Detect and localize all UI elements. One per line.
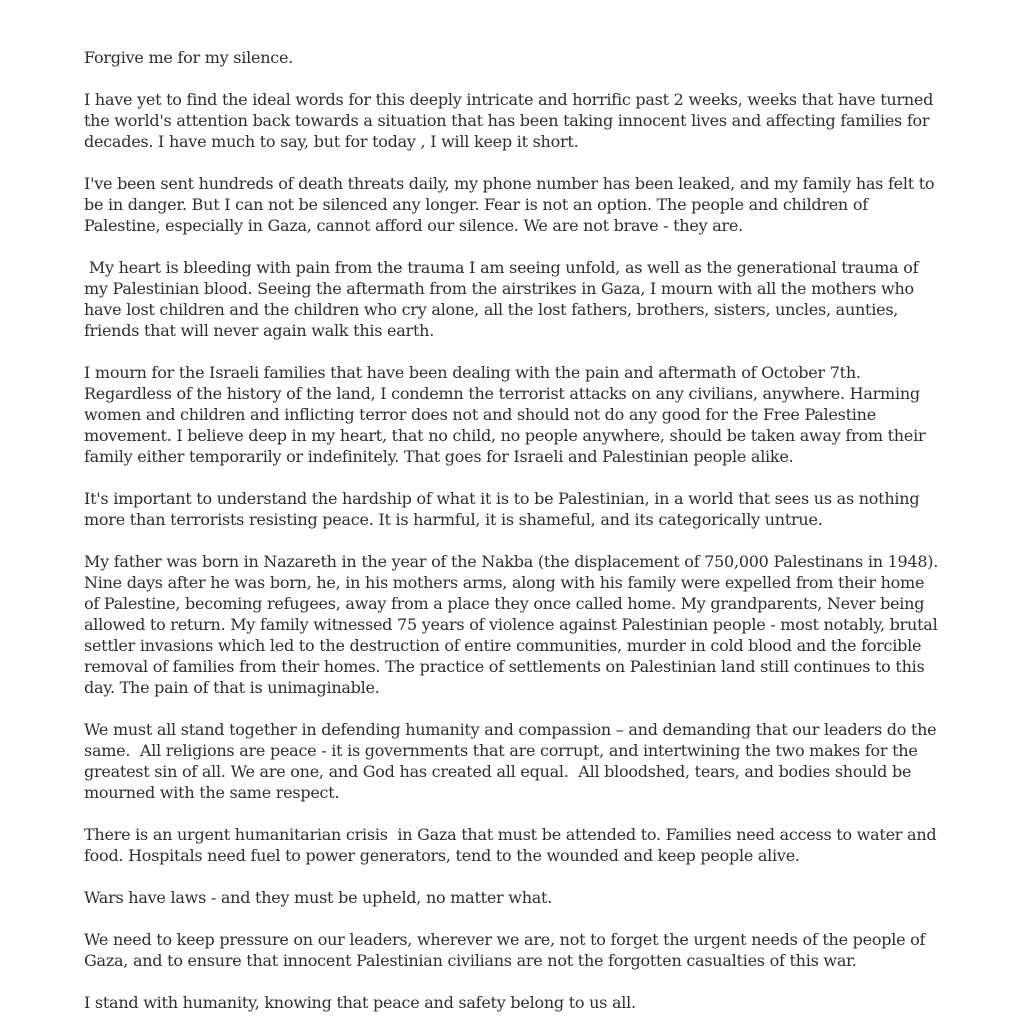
paragraph: I mourn for the Israeli families that have been dealing with the pain and aftermath of October 7th. Regardless of the history of the land, I condemn the terrorist attacks on any civilians, anywhere. Harming women and children and inflicting terror does not and should not do any good for the Free Palestine movement. I believe deep in my heart, that no child, no people anywhere, should be taken away from their family either temporarily or indefinitely. That goes for Israeli and Palestinian people alike. xyxy=(84,363,931,466)
paragraph: I have yet to find the ideal words for this deeply intricate and horrific past 2 weeks, weeks that have turned the world's attention back towards a situation that has been taking innocent lives and affecting families for decades. I have much to say, but for today , I will keep it short. xyxy=(84,90,938,151)
paragraph-opening: Forgive me for my silence. xyxy=(84,48,294,67)
paragraph: My father was born in Nazareth in the year of the Nakba (the displacement of 750,000 Palestinans in 1948). Nine days after he was born, he, in his mothers arms, along with his family were expelled from their home of Palestine, becoming refugees, away from a place they once called home. My grandparents, Never being allowed to return. My family witnessed 75 years of violence against Palestinian people - most notably, brutal settler invasions which led to the destruction of entire communities, murder in cold blood and the forcible removal of families from their homes. The practice of settlements on Palestinian land still continues to this day. The pain of that is unimaginable. xyxy=(84,552,943,697)
paragraph: My heart is bleeding with pain from the trauma I am seeing unfold, as well as the generational trauma of my Palestinian blood. Seeing the aftermath from the airstrikes in Gaza, I mourn with all the mothers who have lost children and the children who cry alone, all the lost fathers, brothers, sisters, uncles, aunties, friends that will never again walk this earth. xyxy=(84,258,924,340)
paragraph: Wars have laws - and they must be upheld, no matter what. xyxy=(84,888,553,907)
paragraph: There is an urgent humanitarian crisis in Gaza that must be attended to. Families need access to water and food. Hospitals need fuel to power generators, tend to the wounded and keep people alive. xyxy=(84,825,942,865)
paragraph: We need to keep pressure on our leaders, wherever we are, not to forget the urgent needs of the people of Gaza, and to ensure that innocent Palestinian civilians are not the forgotten casualties of this war. xyxy=(84,930,931,970)
paragraph: I've been sent hundreds of death threats daily, my phone number has been leaked, and my family has felt to be in danger. But I can not be silenced any longer. Fear is not an option. The people and children of Palestine, especially in Gaza, cannot afford our silence. We are not brave - they are. xyxy=(84,174,940,235)
paragraph: It's important to understand the hardship of what it is to be Palestinian, in a world that sees us as nothing more than terrorists resisting peace. It is harmful, it is shameful, and its categorically untrue. xyxy=(84,489,925,529)
paragraph: We must all stand together in defending humanity and compassion – and demanding that our leaders do the same. All religions are peace - it is governments that are corrupt, and intertwining the two makes for the greatest sin of all. We are one, and God has created all equal. All bloodshed, tears, and bodies should be mourned with the same respect. xyxy=(84,720,942,802)
paragraph-closing: I stand with humanity, knowing that peace and safety belong to us all. xyxy=(84,993,636,1012)
